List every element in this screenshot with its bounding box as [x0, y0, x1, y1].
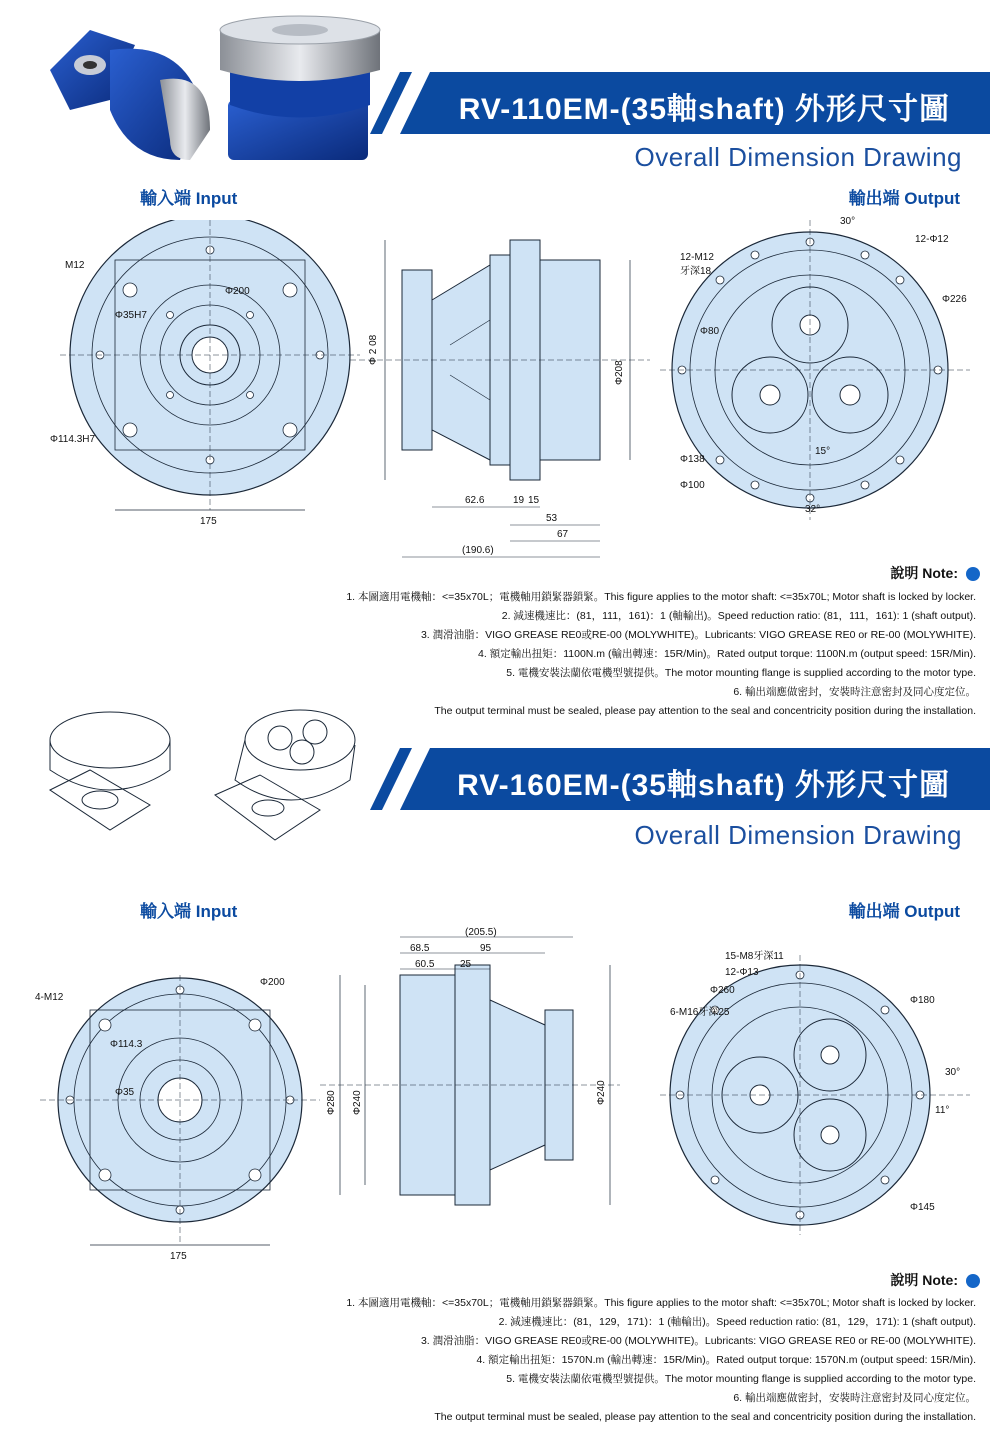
- page-title-2: RV-160EM-(35軸shaft) 外形尺寸圖: [457, 769, 950, 802]
- dim-l25: 25: [460, 959, 472, 970]
- dim-l67: 67: [557, 529, 569, 540]
- dim-phi226: Φ226: [942, 294, 967, 305]
- dim-a32: 32°: [805, 504, 821, 515]
- dim-12phi12: 12-Φ12: [915, 234, 949, 245]
- dim-15m8: 15-M8牙深11: [725, 951, 784, 962]
- dim-phi138: Φ138: [680, 454, 705, 465]
- note-line: 3. 潤滑油脂：VIGO GREASE RE0或RE-00 (MOLYWHITE)。Lubricants: VIGO GREASE RE0 or RE-00 (MOLYWHITE).: [420, 629, 976, 641]
- dim-phi80: Φ80: [700, 326, 720, 337]
- product-line-drawing-2: [30, 690, 370, 850]
- dim-6m16: 6-M16牙深25: [670, 1007, 730, 1018]
- output-drawing-1: [660, 210, 980, 530]
- dim-d240: Φ240: [352, 1090, 363, 1115]
- side-drawing-2: [320, 925, 620, 1245]
- dim-l19: 19: [513, 495, 525, 506]
- dim-a15: 15°: [815, 446, 831, 457]
- dim-l2055: (205.5): [465, 927, 497, 938]
- note-heading-2: [890, 1270, 980, 1290]
- dim-d280: Φ280: [326, 1090, 337, 1115]
- dim-4m12: 4-M12: [35, 992, 64, 1003]
- dim-d208: Φ208: [614, 360, 625, 385]
- note-line: 1. 本圖適用電機軸：<=35x70L；電機軸用鎖緊器鎖緊。This figure applies to the motor shaft: <=35x70L; Motor shaft is locked by locker.: [346, 1297, 976, 1309]
- product-photo-1: [40, 10, 390, 170]
- subtitle-2: Overall Dimension Drawing: [634, 820, 962, 850]
- dim-phi1143h7: Φ114.3H7: [50, 434, 96, 445]
- dim-w175-2: 175: [170, 1251, 187, 1262]
- dim-phi200-2: Φ200: [260, 977, 285, 988]
- note-line: 5. 電機安裝法蘭依電機型號提供。The motor mounting flange is supplied according to the motor type.: [506, 1373, 976, 1385]
- note-line: 3. 潤滑油脂：VIGO GREASE RE0或RE-00 (MOLYWHITE)。Lubricants: VIGO GREASE RE0 or RE-00 (MOLYWHITE).: [420, 1335, 976, 1347]
- side-drawing-1: [350, 225, 650, 565]
- output-drawing-2: [660, 945, 980, 1245]
- dim-d2: Φ 2 08: [368, 334, 379, 365]
- note-line: The output terminal must be sealed, please pay attention to the seal and concentricity position during the installation.: [434, 705, 976, 717]
- dim-l1906: (190.6): [462, 545, 494, 556]
- title-banner-2: [370, 748, 990, 810]
- note-line: 2. 減速機速比：(81，129，171)：1 (軸輸出)。Speed reduction ratio: (81，129，171): 1 (shaft output).: [498, 1316, 976, 1328]
- dim-phi35: Φ35: [115, 1087, 135, 1098]
- dim-phi1143: Φ114.3: [110, 1039, 143, 1050]
- note-heading-text-2: 說明 Note:: [890, 1272, 958, 1288]
- input-drawing-2: [30, 975, 320, 1275]
- note-line: 6. 輸出端應做密封，安裝時注意密封及同心度定位。: [733, 686, 976, 698]
- dim-12m12: 12-M12: [680, 252, 714, 263]
- output-label: 輸出端 Output: [848, 189, 960, 208]
- dim-d240b: Φ240: [596, 1080, 607, 1105]
- bullet-dot-icon: [966, 1274, 980, 1288]
- dim-phi145: Φ145: [910, 1202, 935, 1213]
- note-heading-text: 說明 Note:: [890, 565, 958, 581]
- note-line: 2. 減速機速比：(81，111，161)：1 (軸輸出)。Speed reduction ratio: (81，111，161): 1 (shaft output).: [501, 610, 976, 622]
- page-title: RV-110EM-(35軸shaft) 外形尺寸圖: [458, 93, 950, 126]
- dim-m12: M12: [65, 260, 85, 271]
- input-drawing-1: [40, 220, 360, 540]
- dim-l53: 53: [546, 513, 558, 524]
- note-line: 4. 額定輸出扭矩：1570N.m (輸出轉速：15R/Min)。Rated output torque: 1570N.m (output speed: 15R/Min).: [476, 1354, 976, 1366]
- dim-12phi13: 12-Φ13: [725, 967, 759, 978]
- dim-l685: 68.5: [410, 943, 430, 954]
- dim-w175: 175: [200, 516, 217, 527]
- dim-l626: 62.6: [465, 495, 485, 506]
- input-label: 輸入端 Input: [140, 189, 238, 208]
- title-banner-1: [370, 72, 990, 134]
- note-line: The output terminal must be sealed, please pay attention to the seal and concentricity position during the installation.: [434, 1411, 976, 1423]
- subtitle: Overall Dimension Drawing: [634, 142, 962, 172]
- dim-phi260: Φ260: [710, 985, 735, 996]
- dim-phi180: Φ180: [910, 995, 935, 1006]
- note-line: 5. 電機安裝法蘭依電機型號提供。The motor mounting flange is supplied according to the motor type.: [506, 667, 976, 679]
- dim-a30: 30°: [840, 216, 856, 227]
- notes-2: [346, 1294, 976, 1427]
- bullet-dot-icon: [966, 567, 980, 581]
- dim-deep18: 牙深18: [680, 266, 712, 277]
- dim-l15: 15: [528, 495, 540, 506]
- dim-a11: 11°: [935, 1105, 950, 1116]
- dim-a30-2: 30°: [945, 1067, 961, 1078]
- dim-phi35h7: Φ35H7: [115, 310, 147, 321]
- notes-1: [346, 588, 976, 721]
- note-line: 6. 輸出端應做密封，安裝時注意密封及同心度定位。: [733, 1392, 976, 1404]
- input-label-2: 輸入端 Input: [140, 902, 238, 921]
- dim-l95: 95: [480, 943, 492, 954]
- dim-phi200: Φ200: [225, 286, 250, 297]
- note-line: 4. 額定輸出扭矩：1100N.m (輸出轉速：15R/Min)。Rated output torque: 1100N.m (output speed: 15R/Min).: [478, 648, 976, 660]
- dim-phi100: Φ100: [680, 480, 705, 491]
- note-line: 1. 本圖適用電機軸：<=35x70L；電機軸用鎖緊器鎖緊。This figure applies to the motor shaft: <=35x70L; Motor shaft is locked by locker.: [346, 591, 976, 603]
- note-heading-1: [890, 563, 980, 583]
- dim-l605: 60.5: [415, 959, 435, 970]
- output-label-2: 輸出端 Output: [848, 902, 960, 921]
